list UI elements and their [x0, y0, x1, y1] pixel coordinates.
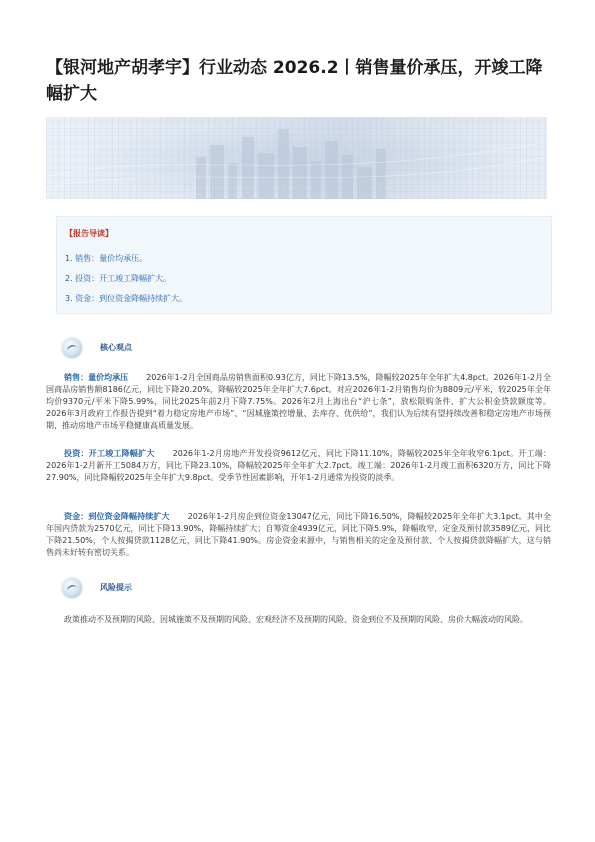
core-view-heading: 核心观点 — [100, 343, 132, 352]
paragraph-sales-lead: 销售：量价均承压 — [64, 373, 129, 382]
paragraph-sales-text: 2026年1-2月全国商品房销售面积0.93亿方，同比下降13.5%，降幅较2025年全年扩大4.8pct。2026年1-2月全国商品房销售额8186亿元，同比下降20.20%，降幅较2025年全年扩大7.6pct。对应2026年1-2月销售均价为8809元/平米，较2025年全年均价9370元/平米下降5.99%，同比2025年前2月下降7.75%。2026年2月上海出台“沪七条”，放松限购条件、扩大公积金贷款额度等。2026年3月政府工作报告提到“着力稳定房地产市场”、“因城施策控增量、去库存、优供给”，我们认为后续有望持续改善和稳定房地产市场预期，推动房地产市场平稳健康高质量发展。 — [46, 373, 551, 430]
paragraph-funding — [46, 511, 551, 559]
header-banner-image — [46, 117, 547, 199]
paragraph-investment-lead: 投资：开工竣工降幅扩大 — [64, 449, 155, 458]
risk-text: 政策推动不及预期的风险、因城施策不及预期的风险、宏观经济不及预期的风险、资金到位不及预期的风险、房价大幅波动的风险。 — [64, 615, 528, 624]
globe-icon — [62, 578, 82, 598]
risk-heading: 风险提示 — [100, 583, 132, 592]
paragraph-funding-text: 2026年1-2月房企到位资金13047亿元，同比下降16.50%，降幅较2025年全年扩大3.1pct。其中全年国内贷款为2570亿元，同比下降13.90%，降幅持续扩大；自筹资金4939亿元，同比下降5.9%，降幅收窄，定金及预付款3589亿元，同比下降21.50%，个人按揭贷款1128亿元，同比下降41.90%。房企资金来源中，与销售相关的定金及预付款、个人按揭贷款降幅扩大，这与销售尚未好转有密切关系。 — [46, 512, 552, 557]
paragraph-sales — [46, 372, 551, 432]
paragraph-funding-lead: 资金：到位资金降幅持续扩大 — [64, 512, 170, 521]
guide-item-investment: 2. 投资：开工竣工降幅扩大。 — [65, 274, 172, 283]
banner-decoration — [46, 117, 547, 199]
guide-item-sales: 1. 销售：量价均承压。 — [65, 254, 148, 263]
globe-icon — [62, 338, 82, 358]
paragraph-investment — [46, 448, 551, 484]
guide-heading: 【报告导读】 — [65, 229, 113, 238]
guide-item-funding: 3. 资金：到位资金降幅持续扩大。 — [65, 294, 188, 303]
paragraph-investment-text: 2026年1-2月房地产开发投资9612亿元，同比下降11.10%，降幅较2025年全年收窄6.1pct。开工端：2026年1-2月新开工5084万方，同比下降23.10%，降幅较2025年全年扩大2.7pct。竣工端：2026年1-2月竣工面积6320万方，同比下降27.90%，同比降幅较2025年全年扩大9.8pct。受季节性因素影响，开年1-2月通常为投资的淡季。 — [46, 449, 552, 482]
report-title: 【银河地产胡孝宇】行业动态 2026.2丨销售量价承压，开竣工降幅扩大 — [46, 58, 543, 104]
report-guide-box — [56, 216, 552, 314]
